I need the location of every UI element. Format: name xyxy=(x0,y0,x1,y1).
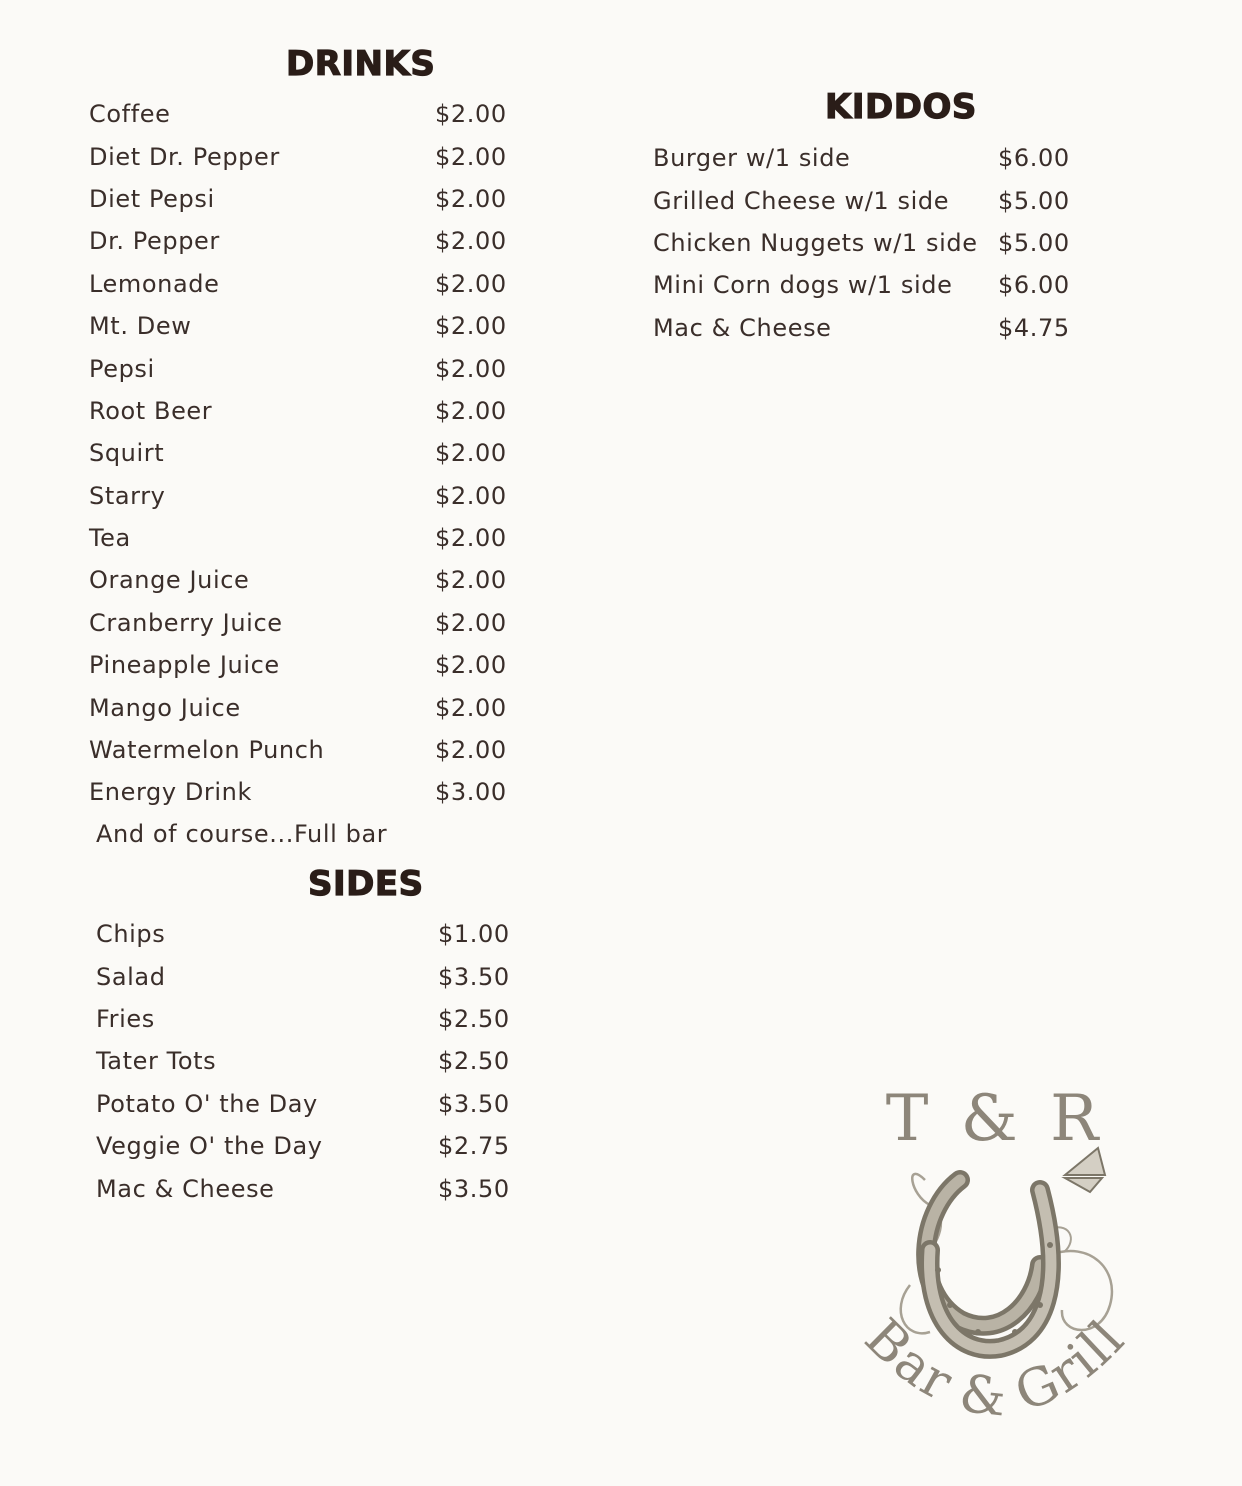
item-price: $2.00 xyxy=(435,396,507,425)
item-price: $1.00 xyxy=(438,920,510,949)
item-name: Mac & Cheese xyxy=(96,1174,275,1203)
kiddos-heading: KIDDOS xyxy=(825,87,977,127)
menu-item xyxy=(89,729,529,771)
logo xyxy=(850,1070,1140,1450)
menu-item xyxy=(89,305,529,347)
menu-item xyxy=(653,222,1113,264)
item-price: $5.00 xyxy=(998,186,1070,215)
item-name: Mt. Dew xyxy=(89,312,192,341)
item-name: Coffee xyxy=(89,100,171,129)
menu-item xyxy=(89,475,529,517)
item-name: Diet Dr. Pepper xyxy=(89,142,280,171)
item-name: Dr. Pepper xyxy=(89,227,220,256)
menu-item xyxy=(89,771,529,813)
menu-item xyxy=(89,135,529,177)
menu-item xyxy=(89,644,529,686)
item-price: $2.00 xyxy=(435,524,507,553)
item-name: Mac & Cheese xyxy=(653,313,832,342)
item-name: Grilled Cheese w/1 side xyxy=(653,186,950,215)
item-price: $2.00 xyxy=(435,651,507,680)
menu-item xyxy=(89,178,529,220)
item-price: $2.00 xyxy=(435,481,507,510)
item-price: $6.00 xyxy=(998,271,1070,300)
item-name: Energy Drink xyxy=(89,778,252,807)
menu-item xyxy=(89,220,529,262)
drinks-heading: DRINKS xyxy=(286,44,436,84)
item-price: $3.50 xyxy=(438,1174,510,1203)
menu-item xyxy=(96,998,536,1040)
menu-item xyxy=(96,1083,536,1125)
item-price: $3.00 xyxy=(435,778,507,807)
menu-item xyxy=(653,264,1113,306)
item-name: Veggie O' the Day xyxy=(96,1132,323,1161)
item-price: $2.00 xyxy=(435,100,507,129)
horseshoes-butterfly-icon xyxy=(901,1148,1112,1349)
menu-item xyxy=(89,559,529,601)
item-price: $2.00 xyxy=(435,693,507,722)
item-name: Tater Tots xyxy=(96,1047,217,1076)
kiddos-list xyxy=(653,137,1113,349)
item-name: Mango Juice xyxy=(89,693,241,722)
menu-item xyxy=(96,955,536,997)
item-price: $2.00 xyxy=(435,439,507,468)
item-name: Orange Juice xyxy=(89,566,250,595)
item-price: $2.00 xyxy=(435,608,507,637)
item-price: $6.00 xyxy=(998,144,1070,173)
menu-item xyxy=(653,307,1113,349)
item-name: Root Beer xyxy=(89,396,213,425)
item-price: $2.50 xyxy=(438,1004,510,1033)
menu-item xyxy=(89,602,529,644)
item-name: Chicken Nuggets w/1 side xyxy=(653,228,978,257)
item-price: $2.00 xyxy=(435,269,507,298)
item-name: Squirt xyxy=(89,439,165,468)
item-price: $2.75 xyxy=(438,1132,510,1161)
item-price: $2.50 xyxy=(438,1047,510,1076)
menu-item xyxy=(96,1167,536,1209)
item-name: Pepsi xyxy=(89,354,155,383)
item-price: $2.00 xyxy=(435,736,507,765)
sides-heading: SIDES xyxy=(308,864,424,904)
item-price: $4.75 xyxy=(998,313,1070,342)
item-name: Lemonade xyxy=(89,269,220,298)
menu-item xyxy=(653,137,1113,179)
drinks-list xyxy=(89,93,529,814)
full-bar-note: And of course...Full bar xyxy=(96,820,388,848)
item-name: Potato O' the Day xyxy=(96,1089,318,1118)
item-name: Salad xyxy=(96,962,166,991)
item-price: $3.50 xyxy=(438,962,510,991)
item-name: Watermelon Punch xyxy=(89,736,325,765)
menu-item xyxy=(89,432,529,474)
item-price: $2.00 xyxy=(435,312,507,341)
item-name: Mini Corn dogs w/1 side xyxy=(653,271,953,300)
menu-item xyxy=(89,517,529,559)
menu-item xyxy=(89,686,529,728)
item-price: $2.00 xyxy=(435,184,507,213)
item-name: Cranberry Juice xyxy=(89,608,283,637)
menu-item xyxy=(96,1125,536,1167)
logo-top-text: T & R xyxy=(885,1082,1105,1156)
logo-bottom-text: Bar & Grill xyxy=(852,1307,1137,1429)
item-name: Chips xyxy=(96,920,166,949)
sides-list xyxy=(96,913,536,1210)
item-price: $3.50 xyxy=(438,1089,510,1118)
item-price: $5.00 xyxy=(998,228,1070,257)
menu-item xyxy=(89,263,529,305)
item-price: $2.00 xyxy=(435,354,507,383)
menu-item xyxy=(96,913,536,955)
item-name: Burger w/1 side xyxy=(653,144,851,173)
item-price: $2.00 xyxy=(435,227,507,256)
menu-item xyxy=(89,390,529,432)
item-name: Starry xyxy=(89,481,166,510)
menu-item xyxy=(653,179,1113,221)
item-price: $2.00 xyxy=(435,566,507,595)
menu-item xyxy=(89,347,529,389)
item-price: $2.00 xyxy=(435,142,507,171)
item-name: Diet Pepsi xyxy=(89,184,215,213)
item-name: Fries xyxy=(96,1004,155,1033)
item-name: Pineapple Juice xyxy=(89,651,280,680)
item-name: Tea xyxy=(89,524,131,553)
menu-item xyxy=(96,1040,536,1082)
menu-item xyxy=(89,93,529,135)
